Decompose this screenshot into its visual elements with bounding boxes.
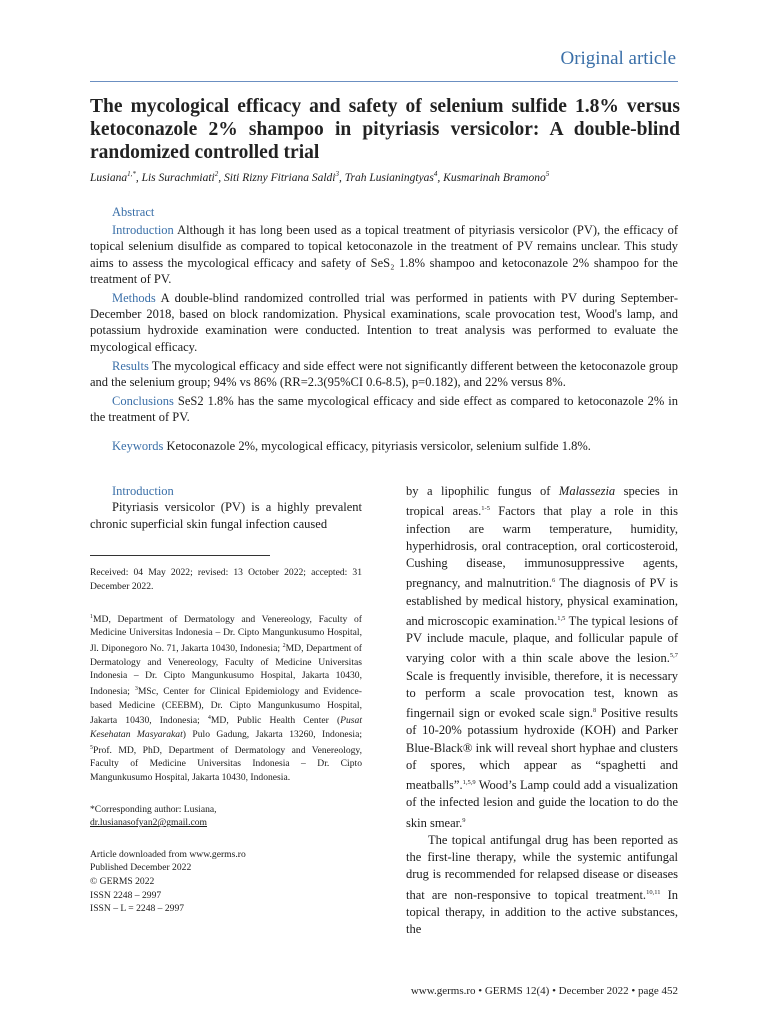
abstract (90, 204, 678, 457)
article-title: The mycological efficacy and safety of selenium sulfide 1.8% versus ketoconazole 2% shampoo in pityriasis versicolor: A double-blind randomized controlled trial (90, 96, 680, 163)
corresponding-email-link[interactable]: dr.lusianasofyan2@gmail.com (90, 817, 208, 829)
abstract-section-label: Conclusions (112, 394, 174, 409)
affiliation-text: MD, Department of Dermatology and Venereology, Faculty of Medicine Universitas Indonesia – Dr. Cipto Mangunkusumo Hospital, Jl. Diponegoro No. 71, Jakarta 10430, Indonesia; (90, 613, 362, 655)
body-text: Positive results of 10-20% potassium hydroxide (KOH) and Parker Blue-Black® ink will reveal short hyphae and clusters of spores, which appear as “spaghetti and meatballs”. (406, 706, 678, 793)
abstract-keywords (90, 438, 678, 454)
keywords-label: Keywords (112, 438, 164, 453)
citation-mark: 6 (552, 577, 556, 585)
copyright: © GERMS 2022 (90, 876, 155, 888)
body-text: The topical antifungal drug has been reported as the first-line therapy, while the systemic antifungal drug is recommended for relapsed disease or diseases that are non-responsive to topical treatment. (406, 832, 678, 902)
right-column (406, 483, 678, 938)
abstract-results (90, 358, 678, 390)
author-name: Trah Lusianingtyas (344, 171, 434, 184)
body-text: Wood’s Lamp could add a visualization of the infected lesion and guide the location to do the skin smear. (406, 778, 678, 830)
author-affiliation-mark: 1,* (127, 170, 136, 178)
publication-date: Published December 2022 (90, 862, 192, 874)
author-name: Kusmarinah Bramono (443, 171, 546, 184)
therapy-paragraph (406, 832, 678, 938)
article-type-label: Original article (560, 48, 676, 69)
abstract-section-label: Methods (112, 291, 156, 306)
author-affiliation-mark: 4 (433, 170, 438, 178)
footnote-divider (90, 555, 270, 556)
affiliation-text: Prof. MD, PhD, Department of Dermatology and Venereology, Faculty of Medicine Universitas Indonesia – Dr. Cipto Mangunkusumo Hospital, Jakarta 10430, Indonesia. (90, 744, 362, 784)
issn-l: ISSN – L = 2248 – 2997 (90, 903, 185, 915)
introduction-paragraph-start: Pityriasis versicolor (PV) is a highly prevalent chronic superficial skin fungal infection caused (90, 500, 362, 532)
abstract-conclusions (90, 393, 678, 425)
citation-mark: 1-5 (481, 505, 490, 513)
affiliation-text: ) Pulo Gadung, Jakarta 13260, Indonesia; (182, 729, 362, 741)
abstract-section-text: Although it has long been used as a topical treatment of pityriasis versicolor (PV), the efficacy of topical selenium disulfide as compared to topical ketoconazole in the treatment of PV remains unclear. This study aims to assess the mycological efficacy and safety of SeS₂ 1.8% shampoo and ketoconazole 2% shampoo for the treatment of PV. (90, 223, 678, 286)
abstract-section-label: Results (112, 358, 149, 373)
affiliation-mark: 4 (207, 715, 211, 722)
affiliation-text: MD, Department of Dermatology and Venereology, Faculty of Medicine Universitas Indonesia – Dr. Cipto Mangunkusumo Hospital, Jakarta 10430, Indonesia; (90, 643, 362, 698)
abstract-section-text: SeS2 1.8% has the same mycological efficacy and side effect as compared to ketoconazole 2% in the treatment of PV. (90, 394, 679, 425)
affiliation-text: MD, Public Health Center ( (210, 715, 341, 727)
article-info (90, 848, 362, 916)
body-text: In topical therapy, in addition to the active substances, the (406, 887, 678, 937)
author-affiliation-mark: 2 (214, 170, 219, 178)
citation-mark: 9 (462, 816, 466, 824)
body-text: by a lipophilic fungus of (406, 484, 559, 498)
citation-mark: 1,5 (557, 614, 566, 622)
author-affiliation-mark: 3 (335, 170, 339, 178)
affiliation-text-italic: Pusat Kesehatan Masyarakat (90, 715, 362, 741)
page-footer: www.germs.ro • GERMS 12(4) • December 2022 • page 452 (410, 985, 678, 997)
left-column (90, 483, 362, 916)
affiliation-mark: 5 (90, 744, 93, 751)
corresponding-author (90, 803, 362, 830)
received-dates: Received: 04 May 2022; revised: 13 October 2022; accepted: 31 December 2022. (90, 567, 362, 592)
author-name: Lusiana (90, 171, 128, 184)
abstract-heading: Abstract (112, 205, 155, 219)
author-list: Lusiana$^{1,*}$, Lis Surachmiati$^2$, Siti Rizny Fitriana Saldi$^3$, Trah Lusianingtyas$^4$, Kusmarinah Bramono$^5$ (90, 170, 550, 184)
body-text: Factors that play a role in this infection are warm temperature, humidity, hyperhidrosis, oral contraception, oral corticosteroid, Cushing disease, immunosuppressive agents, pregnancy, and malnutrition. (406, 504, 678, 591)
abstract-section-text: The mycological efficacy and side effect were not significantly different between the ketoconazole group and the selenium group; 94% vs 86% (RR=2.3(95%CI 0.6-8.5), p=0.182), and 22% versus 8%. (90, 358, 678, 390)
author-affiliation-mark: 5 (545, 170, 550, 178)
abstract-introduction (90, 222, 678, 287)
introduction-heading: Introduction (112, 484, 174, 498)
body-text: The typical lesions of PV include macule, plaque, and follicular papule of varying color with a thin scale above the lesion. (406, 613, 678, 666)
affiliation-mark: 3 (134, 685, 138, 692)
citation-mark: 1,5,9 (462, 779, 476, 787)
affiliation-text: MSc, Center for Clinical Epidemiology and Evidence-based Medicine (CEEBM), Dr. Cipto Mangunkusumo Hospital, Jakarta 10430, Indonesia; (90, 686, 362, 727)
citation-mark: 10,11 (646, 888, 661, 896)
author-name: Lis Surachmiati (141, 171, 215, 184)
abstract-section-text: A double-blind randomized controlled trial was performed in patients with PV during September-December 2018, based on block randomization. Physical examinations, scale provocation test, Wood's lamp, and potassium hydroxide examination were conducted. Intention to treat analysis was performed to evaluate the mycological efficacy. (90, 291, 679, 354)
author-name: Siti Rizny Fitriana Saldi (224, 171, 336, 184)
issn: ISSN 2248 – 2997 (90, 889, 162, 901)
body-text: species in tropical areas. (406, 484, 678, 519)
citation-mark: 8 (592, 707, 597, 715)
body-text: The diagnosis of PV is established by medical history, physical examination, and microscopic examination. (406, 576, 678, 628)
affiliation-mark: 1 (90, 613, 93, 620)
introduction-paragraph-continued (406, 483, 678, 832)
abstract-methods (90, 290, 678, 355)
genus-name: Malassezia (558, 484, 616, 498)
body-text: Scale is frequently invisible, therefore, it is necessary to perform a scale provocation test, known as fingernail sign or evoked scale sign. (406, 668, 678, 721)
affiliation-mark: 2 (282, 642, 286, 649)
download-source: Article downloaded from www.germs.ro (90, 848, 246, 860)
citation-mark: 5,7 (669, 652, 678, 660)
author-affiliations (90, 611, 362, 785)
corresponding-author-label: *Corresponding author: Lusiana, (90, 803, 217, 815)
header-divider (90, 81, 678, 82)
abstract-section-label: Introduction (112, 223, 174, 238)
keywords-text: Ketoconazole 2%, mycological efficacy, pityriasis versicolor, selenium sulfide 1.8%. (166, 438, 591, 453)
